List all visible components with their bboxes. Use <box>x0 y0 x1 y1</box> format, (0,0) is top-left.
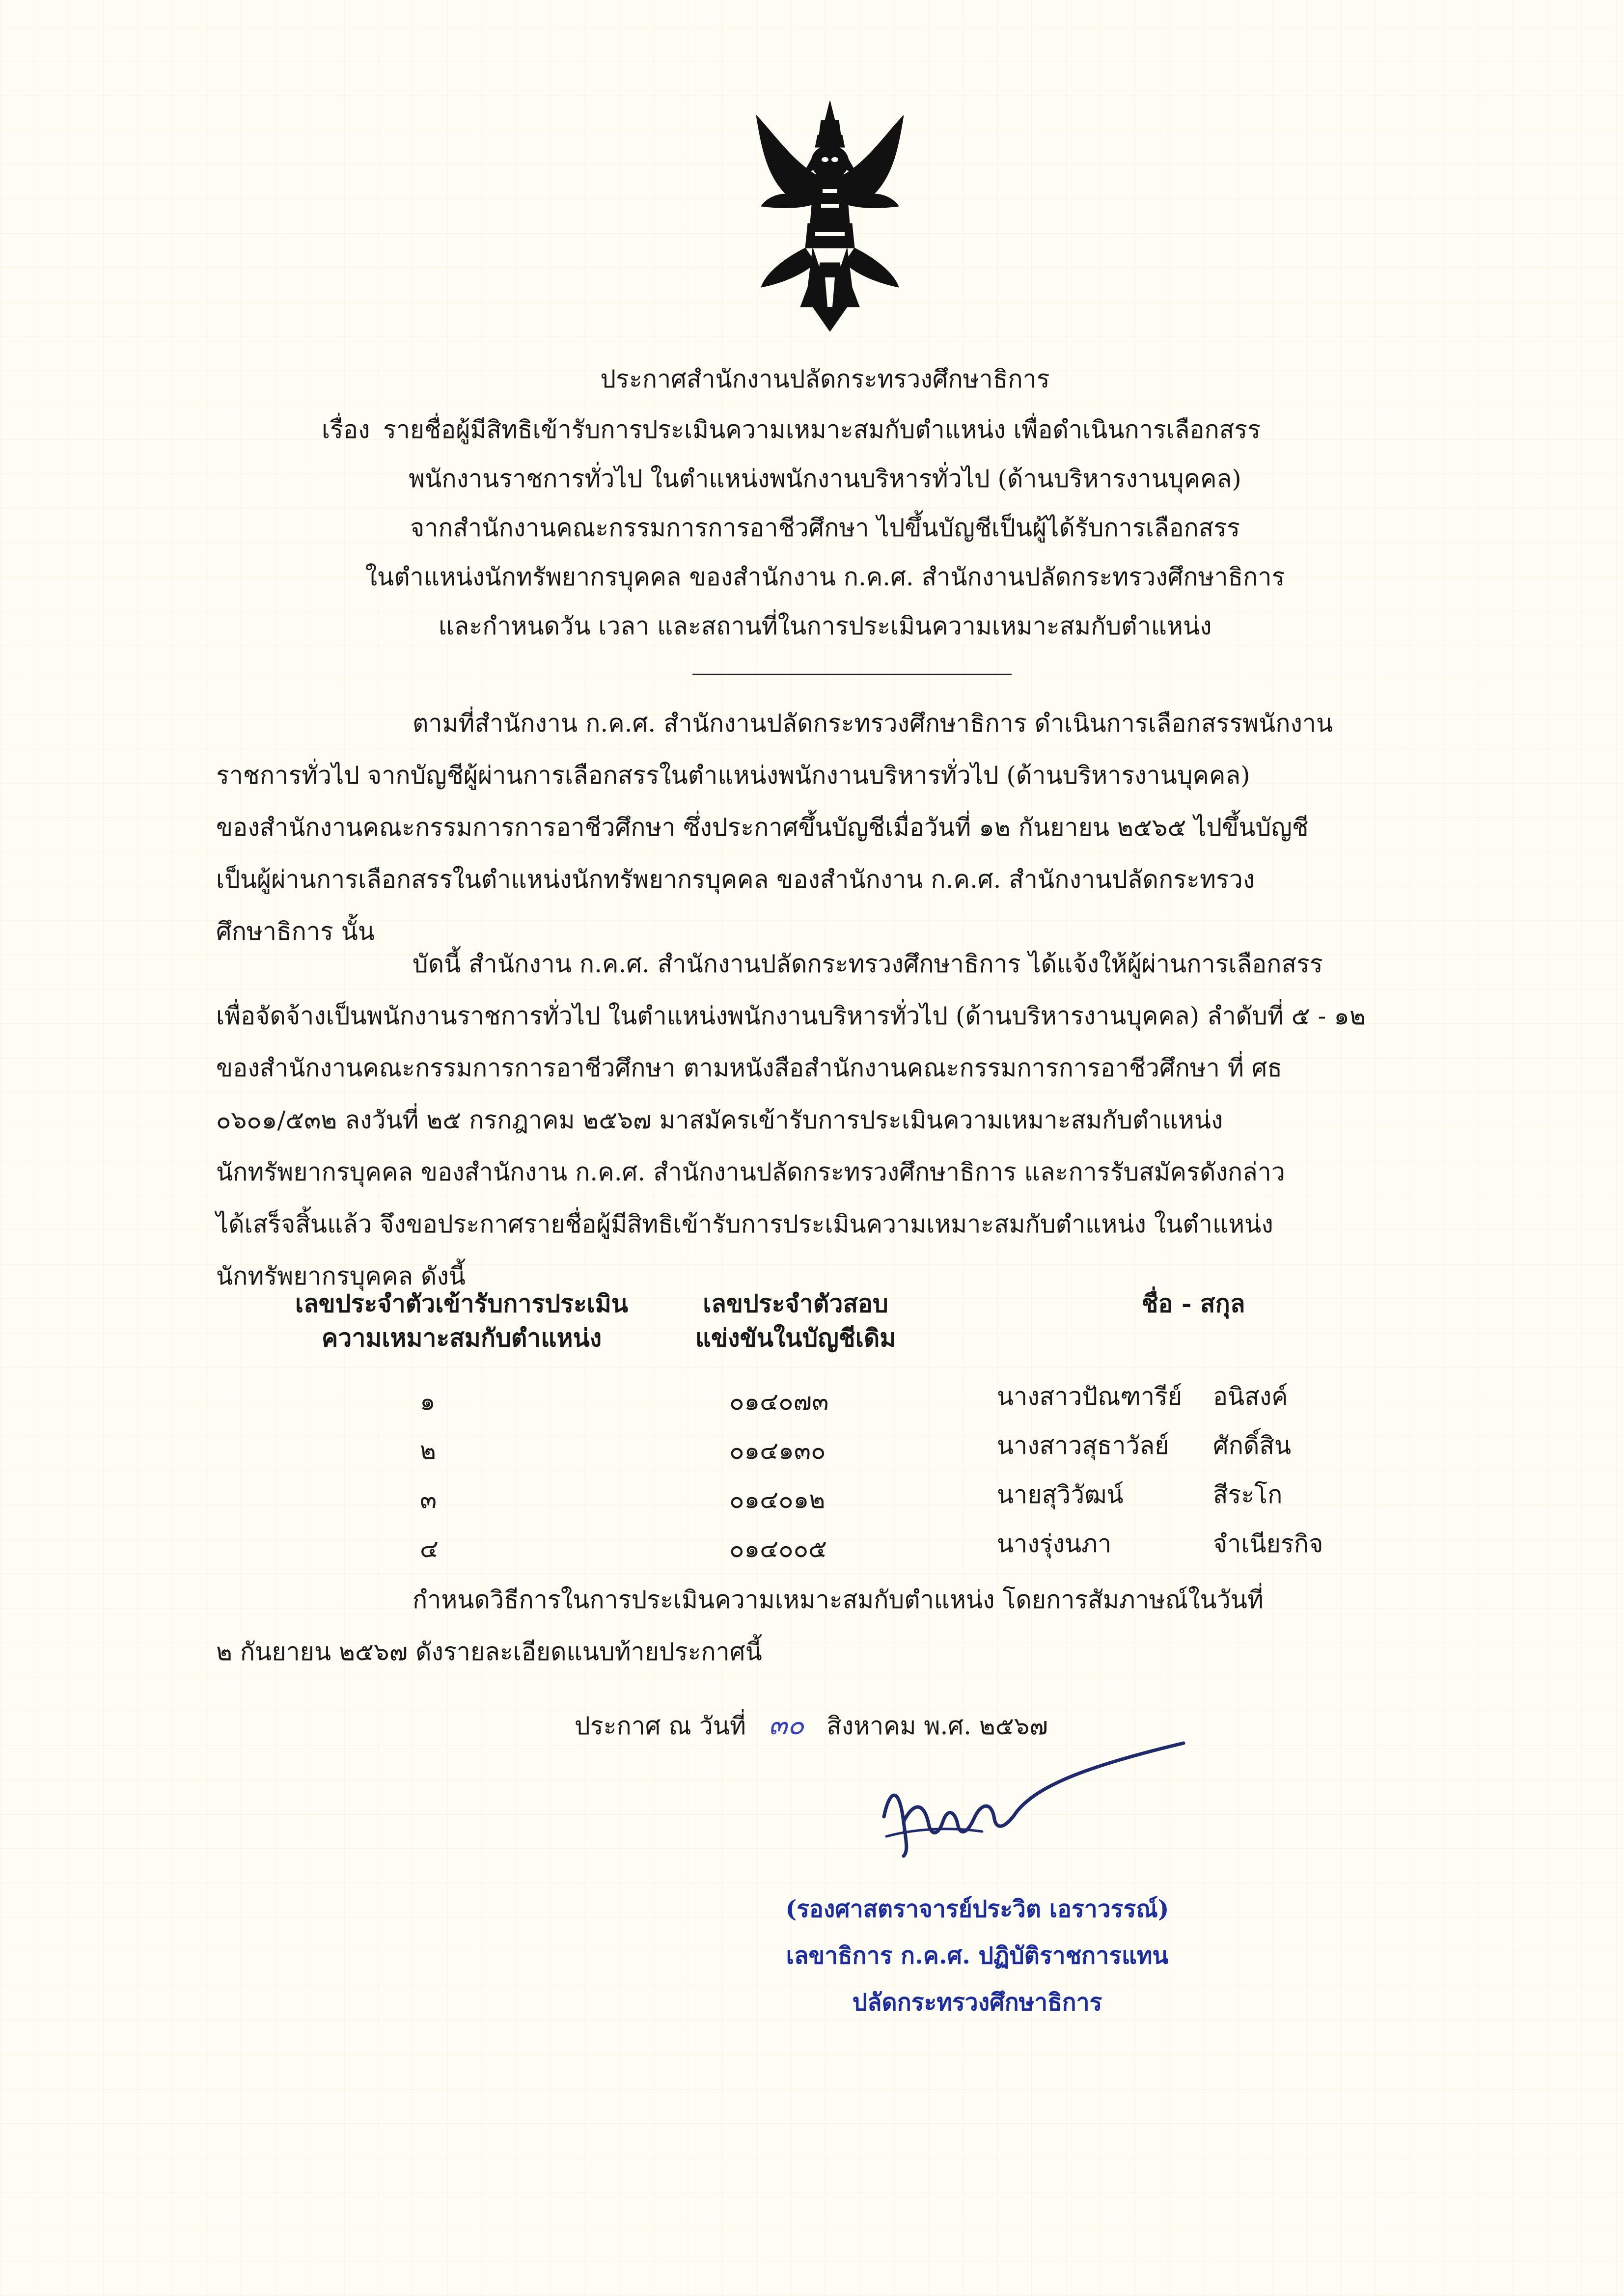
paragraph-line: ราชการทั่วไป จากบัญชีผู้ผ่านการเลือกสรรในตำแหน่งพนักงานบริหารทั่วไป (ด้านบริหารงานบุคคล) <box>216 761 1250 790</box>
cell-first-name: นางสาวสุธาวัลย์ <box>997 1431 1169 1460</box>
signatory-name: (รองศาสตราจารย์ประวิต เอราวรรณ์) <box>785 1895 1169 1923</box>
cell-exam-id: ๐๑๔๐๗๓ <box>729 1387 829 1416</box>
paragraph-line: ตามที่สำนักงาน ก.ค.ศ. สำนักงานปลัดกระทรวงศึกษาธิการ ดำเนินการเลือกสรรพนักงาน <box>413 709 1333 738</box>
cell-no: ๓ <box>420 1485 437 1514</box>
paragraph-line: เป็นผู้ผ่านการเลือกสรรในตำแหน่งนักทรัพยากรบุคคล ของสำนักงาน ก.ค.ศ. สำนักงานปลัดกระทรวง <box>216 865 1255 894</box>
cell-first-name: นางรุ่งนภา <box>997 1530 1112 1558</box>
subject-line: รายชื่อผู้มีสิทธิเข้ารับการประเมินความเหมาะสมกับตำแหน่ง เพื่อดำเนินการเลือกสรร <box>383 415 1261 444</box>
header-line: ความเหมาะสมกับตำแหน่ง <box>321 1323 602 1352</box>
title-divider <box>692 674 1012 675</box>
announce-prefix: ประกาศ ณ วันที่ <box>575 1712 746 1740</box>
subject-line: ในตำแหน่งนักทรัพยากรบุคคล ของสำนักงาน ก.ค.ศ. สำนักงานปลัดกระทรวงศึกษาธิการ <box>365 563 1285 591</box>
paragraph-line: ได้เสร็จสิ้นแล้ว จึงขอประกาศรายชื่อผู้มีสิทธิเข้ารับการประเมินความเหมาะสมกับตำแหน่ง ในตำแหน่ง <box>216 1210 1273 1238</box>
paragraph-1 <box>216 697 1463 957</box>
document-title: ประกาศสำนักงานปลัดกระทรวงศึกษาธิการ <box>600 365 1050 393</box>
subject-label: เรื่อง <box>322 415 370 444</box>
header-line: ชื่อ - สกุล <box>1141 1289 1245 1318</box>
cell-first-name: นางสาวปัณฑารีย์ <box>997 1382 1183 1411</box>
paragraph-line: นักทรัพยากรบุคคล ดังนี้ <box>216 1262 466 1290</box>
cell-first-name: นายสุวิวัฒน์ <box>997 1480 1124 1509</box>
paragraph-line: ๒ กันยายน ๒๕๖๗ ดังรายละเอียดแนบท้ายประกาศนี้ <box>216 1638 762 1666</box>
header-line: แข่งขันในบัญชีเดิม <box>695 1323 896 1352</box>
paragraph-2 <box>216 938 1463 1302</box>
paragraph-line: กำหนดวิธีการในการประเมินความเหมาะสมกับตำแหน่ง โดยการสัมภาษณ์ในวันที่ <box>413 1585 1264 1614</box>
cell-no: ๑ <box>420 1387 436 1416</box>
header-line: เลขประจำตัวเข้ารับการประเมิน <box>295 1289 629 1318</box>
garuda-emblem-icon <box>756 101 904 331</box>
cell-exam-id: ๐๑๔๐๐๕ <box>729 1534 827 1563</box>
subject-line: จากสำนักงานคณะกรรมการการอาชีวศึกษา ไปขึ้นบัญชีเป็นผู้ได้รับการเลือกสรร <box>410 514 1240 542</box>
cell-exam-id: ๐๑๔๐๑๒ <box>729 1485 826 1514</box>
cell-last-name: ศักดิ์สิน <box>1213 1431 1292 1460</box>
header-line: เลขประจำตัวสอบ <box>703 1289 888 1318</box>
signatory-position: ปลัดกระทรวงศึกษาธิการ <box>852 1989 1102 2016</box>
paragraph-line: ๐๖๐๑/๕๓๒ ลงวันที่ ๒๕ กรกฎาคม ๒๕๖๗ มาสมัครเข้ารับการประเมินความเหมาะสมกับตำแหน่ง <box>216 1106 1223 1134</box>
cell-no: ๔ <box>420 1534 439 1563</box>
announce-day: ๓๐ <box>768 1709 804 1741</box>
announce-month-year: สิงหาคม พ.ศ. ๒๕๖๗ <box>826 1712 1048 1740</box>
table-header-assessment-id <box>275 1286 648 1355</box>
cell-last-name: อนิสงค์ <box>1213 1382 1288 1411</box>
paragraph-line: ของสำนักงานคณะกรรมการการอาชีวศึกษา ตามหนังสือสำนักงานคณะกรรมการการอาชีวศึกษา ที่ ศธ <box>216 1054 1282 1082</box>
paragraph-line: ของสำนักงานคณะกรรมการการอาชีวศึกษา ซึ่งประกาศขึ้นบัญชีเมื่อวันที่ ๑๒ กันยายน ๒๕๖๕ ไปขึ้นบัญชี <box>216 813 1309 842</box>
announce-date <box>575 1709 1048 1742</box>
paragraph-line: ศึกษาธิการ นั้น <box>216 917 375 946</box>
cell-no: ๒ <box>420 1436 436 1465</box>
cell-last-name: สีระโก <box>1213 1480 1283 1509</box>
paragraph-3 <box>216 1574 1463 1678</box>
cell-last-name: จำเนียรกิจ <box>1213 1530 1323 1558</box>
paragraph-line: นักทรัพยากรบุคคล ของสำนักงาน ก.ค.ศ. สำนักงานปลัดกระทรวงศึกษาธิการ และการรับสมัครดังกล่าว <box>216 1158 1285 1186</box>
table-header-full-name <box>1061 1286 1326 1321</box>
cell-exam-id: ๐๑๔๑๓๐ <box>729 1436 826 1465</box>
table-header-exam-id <box>658 1286 933 1355</box>
handwritten-signature <box>869 1738 1188 1866</box>
signatory-position: เลขาธิการ ก.ค.ศ. ปฏิบัติราชการแทน <box>786 1942 1169 1969</box>
paragraph-line: บัดนี้ สำนักงาน ก.ค.ศ. สำนักงานปลัดกระทรวงศึกษาธิการ ได้แจ้งให้ผู้ผ่านการเลือกสรร <box>413 950 1323 978</box>
subject-line: พนักงานราชการทั่วไป ในตำแหน่งพนักงานบริหารทั่วไป (ด้านบริหารงานบุคคล) <box>409 465 1241 493</box>
paragraph-line: เพื่อจัดจ้างเป็นพนักงานราชการทั่วไป ในตำแหน่งพนักงานบริหารทั่วไป (ด้านบริหารงานบุคคล) ลำดับที่ ๕ - ๑๒ <box>216 1002 1366 1030</box>
subject-line: และกำหนดวัน เวลา และสถานที่ในการประเมินความเหมาะสมกับตำแหน่ง <box>438 612 1212 640</box>
